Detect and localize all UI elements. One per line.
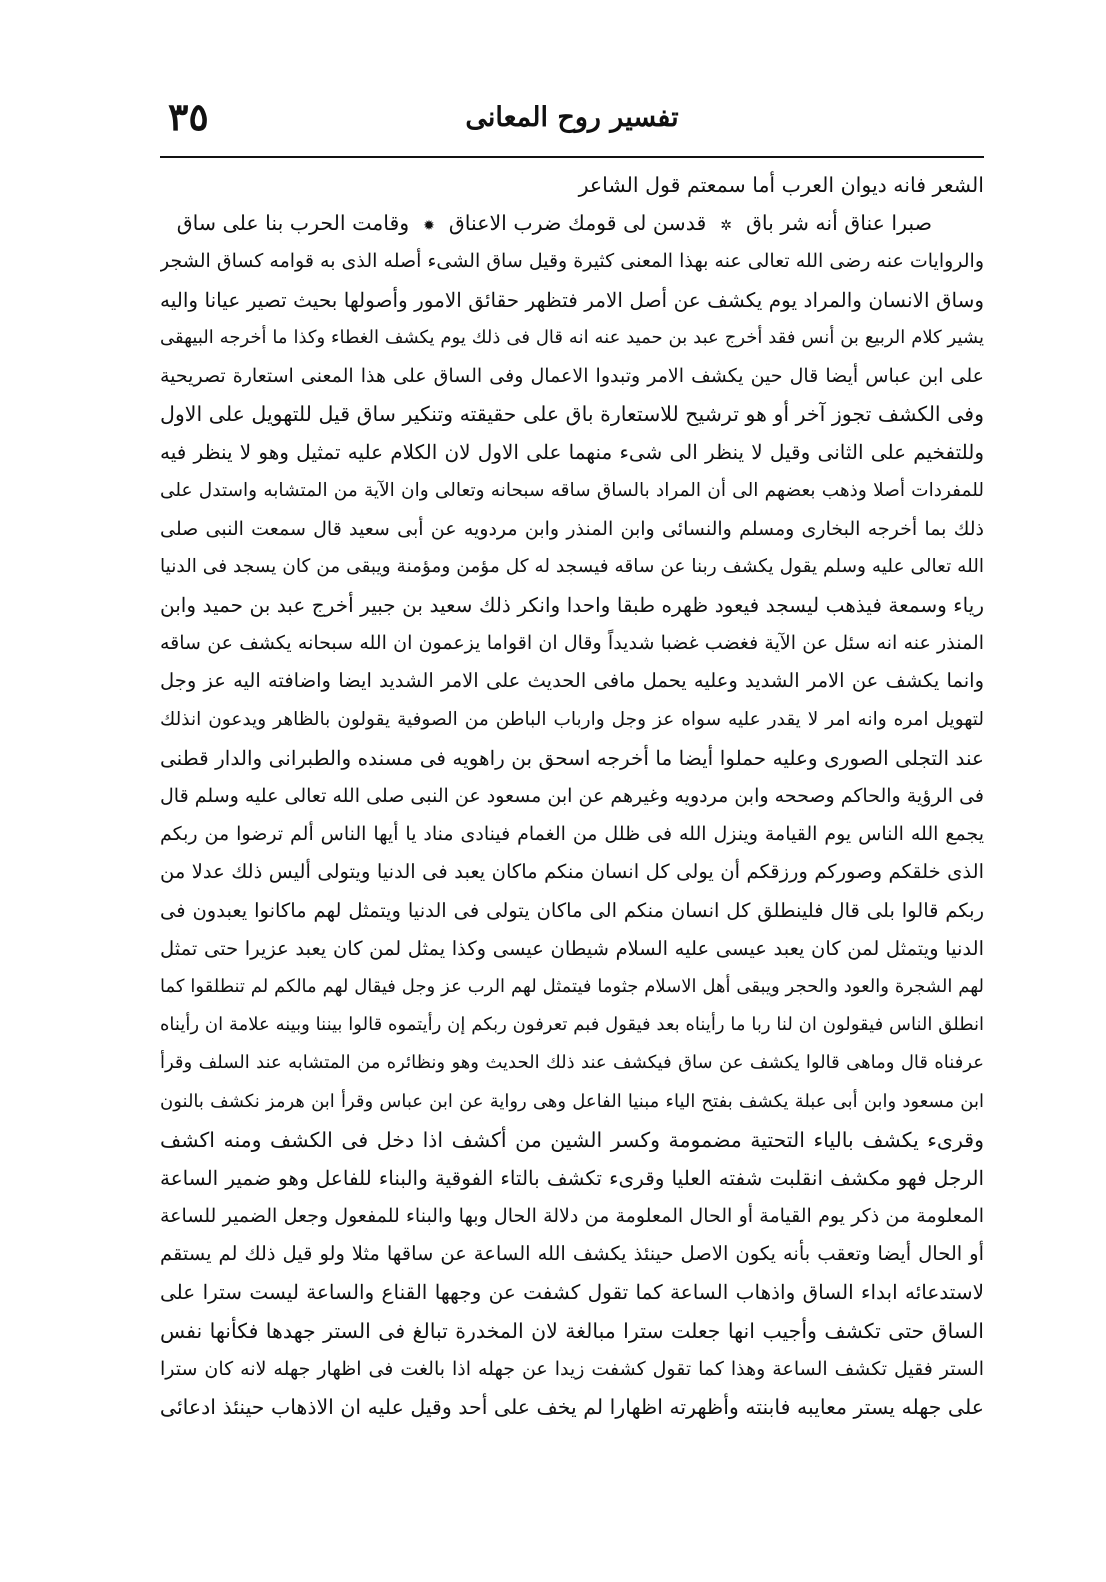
- text-line: يشير كلام الربيع بن أنس فقد أخرج عبد بن حميد عنه انه قال فى ذلك يوم يكشف الغطاء وكذا ما أخرجه البيهقى: [160, 326, 984, 348]
- text-line: أو الحال أيضا وتعقب بأنه يكون الاصل حينئذ يكشف الله الساعة عن ساقها مثلا ولو قيل ذلك لم يستقم: [160, 1242, 984, 1266]
- text-line: وفى الكشف تجوز آخر أو هو ترشيح للاستعارة باق على حقيقته وتنكير ساق قيل للتهويل على الاول: [160, 402, 984, 427]
- text-line: لهم الشجرة والعود والحجر ويبقى أهل الاسلام جثوما فيتمثل لهم الرب عز وجل فيقال لهم مالكم لم تنطلقوا كما: [160, 975, 984, 997]
- text-line: وانما يكشف عن الامر الشديد وعليه يحمل مافى الحديث على الامر الشديد ايضا واضافته اليه عز وجل: [160, 669, 984, 693]
- text-line: الله تعالى عليه وسلم يقول يكشف ربنا عن ساقه فيسجد له كل مؤمن ومؤمنة ويبقى من كان يسجد فى الدنيا: [160, 555, 984, 577]
- text-line: عند التجلى الصورى وعليه حملوا أيضا ما أخرجه اسحق بن راهويه فى مسنده والطبرانى والدار قطنى: [160, 745, 984, 770]
- text-line: المعلومة من ذكر يوم القيامة أو الحال المعلومة من دلالة الحال وبها والبناء للمفعول وجعل الضمير للساعة: [160, 1205, 984, 1228]
- text-line: لاستدعائه ابداء الساق واذهاب الساعة كما تقول كشفت عن وجهها القناع والساعة ليست سترا على: [160, 1280, 984, 1305]
- text-line: لتهويل امره وانه امر لا يقدر عليه سواه عز وجل وارباب الباطن من الصوفية يقولون بالظاهر ويدعون انذلك: [160, 708, 984, 730]
- page-number: ٣٥: [168, 94, 209, 139]
- text-line: فى الرؤية والحاكم وصححه وابن مردويه وغيرهم عن ابن مسعود عن النبى صلى الله تعالى عليه وسلم قال: [160, 785, 984, 807]
- body-text: [160, 166, 984, 1426]
- header-rule: [160, 156, 984, 158]
- text-line: الستر فقيل تكشف الساعة وهذا كما تقول كشفت زيدا عن جهله اذا بالغت فى اظهار جهله لانه كان سترا: [160, 1357, 984, 1380]
- page-header: [160, 92, 984, 150]
- text-line: رياء وسمعة فيذهب ليسجد فيعود ظهره طبقا واحدا وانكر ذلك سعيد بن جبير أخرج عبد بن حميد وابن: [160, 593, 984, 618]
- text-line: للمفردات أصلا وذهب بعضهم الى أن المراد بالساق ساقه سبحانه وتعالى وان الآية من المتشابه واستدل على: [160, 479, 984, 501]
- text-line: ذلك بما أخرجه البخارى ومسلم والنسائى وابن المنذر وابن مردويه عن أبى سعيد قال سمعت النبى صلى: [160, 517, 984, 540]
- text-line: وساق الانسان والمراد يوم يكشف عن أصل الامر فتظهر حقائق الامور وأصولها بحيث تصير عيانا واليه: [160, 287, 984, 312]
- text-line: الرجل فهو مكشف انقلبت شفته العليا وقرىء تكشف بالتاء الفوقية والبناء للفاعل وهو ضمير الساعة: [160, 1165, 984, 1190]
- text-line: الشعر فانه ديوان العرب أما سمعتم قول الشاعر: [578, 173, 984, 197]
- text-line: ابن مسعود وابن أبى عبلة يكشف بفتح الياء مبنيا الفاعل وهى رواية عن ابن عباس وقرأ ابن هرمز نكشف بالنون: [160, 1090, 984, 1112]
- text-line: يجمع الله الناس يوم القيامة وينزل الله فى ظلل من الغمام فينادى مناد يا أيها الناس ألم ترضوا من ربكم: [160, 823, 984, 846]
- text-line: ربكم قالوا بلى قال فلينطلق كل انسان منكم الى ماكان يتولى فى الدنيا ويتمثل لهم ماكانوا يعبدون فى: [160, 898, 984, 922]
- text-line: والروايات عنه رضى الله تعالى عنه بهذا المعنى كثيرة وقيل ساق الشىء أصله الذى به قوامه كساق الشجر: [160, 250, 984, 273]
- text-line: على ابن عباس أيضا قال حين يكشف الامر وتبدوا الاعمال وفى الساق على هذا المعنى استعارة تصريحية: [160, 364, 984, 387]
- running-title: تفسير روح المعانى: [465, 102, 679, 133]
- text-line: المنذر عنه انه سئل عن الآية فغضب غضبا شديداً وقال ان اقواما يزعمون ان الله سبحانه يكشف عن ساقه: [160, 632, 984, 655]
- text-line: عرفناه قال وماهى قالوا يكشف عن ساق فيكشف عند ذلك الحديث وهو ونظائره من المتشابه عند السلف وقرأ: [160, 1052, 984, 1074]
- poetry-verse: [160, 204, 984, 242]
- verse-hemistich: قدسن لى قومك ضرب الاعناق: [448, 211, 707, 236]
- text-line: الدنيا ويتمثل لمن كان يعبد عيسى عليه السلام شيطان عيسى وكذا يمثل لمن كان يعبد عزيرا حتى تمثل: [160, 936, 984, 960]
- text-line: الذى خلقكم وصوركم ورزقكم أن يولى كل انسان منكم ماكان يعبد فى الدنيا ويتولى أليس ذلك عدلا من: [160, 860, 984, 884]
- verse-hemistich: وقامت الحرب بنا على ساق: [176, 211, 410, 236]
- text-line: انطلق الناس فيقولون ان لنا ربا ما رأيناه بعد فيقول فبم تعرفون ربكم إن رأيتموه قالوا بيننا وبينه علامة ان رأيناه: [160, 1014, 984, 1036]
- text-line: الساق حتى تكشف وأجيب انها جعلت سترا مبالغة لان المخدرة تبالغ فى الستر جهدها فكأنها نفس: [160, 1318, 984, 1343]
- text-line: على جهله يستر معايبه فابنته وأظهرته اظهارا لم يخف على أحد وقيل عليه ان الاذهاب حينئذ ادعائى: [160, 1395, 984, 1419]
- verse-hemistich: صبرا عناق أنه شر باق: [746, 211, 932, 236]
- text-line: وللتفخيم على الثانى وقيل لا ينظر الى شىء منهما على الاول لان الكلام عليه تمثيل وهو لا ينظر فيه: [160, 440, 984, 465]
- text-line: وقرىء يكشف بالياء التحتية مضمومة وكسر الشين من أكشف اذا دخل فى الكشف ومنه اكشف: [160, 1127, 984, 1152]
- star-separator-icon: ✲: [720, 218, 733, 235]
- document-page: [160, 92, 984, 1532]
- star-separator-icon: ✹: [423, 218, 435, 235]
